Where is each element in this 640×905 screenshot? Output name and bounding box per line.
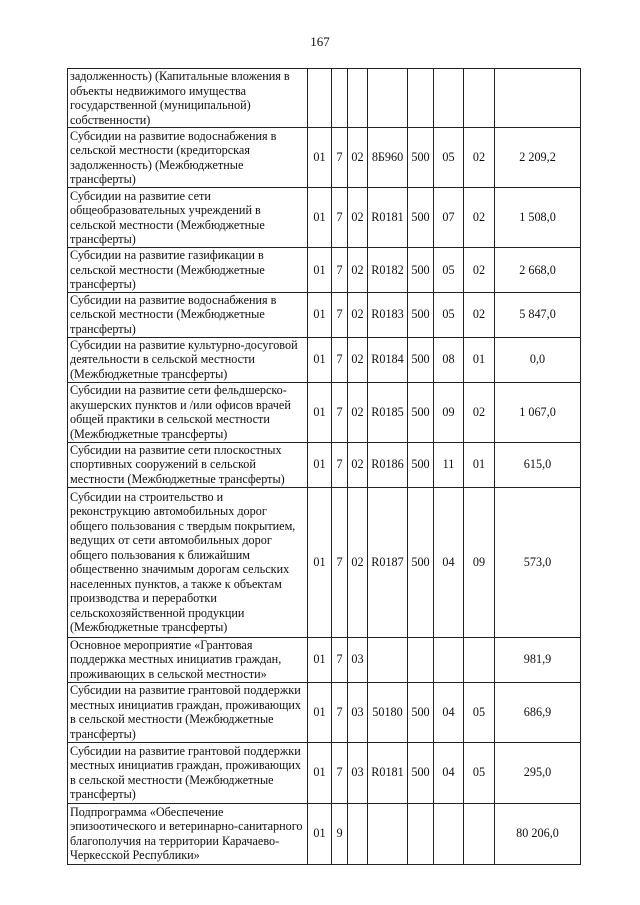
cell-section: 11: [434, 442, 464, 487]
cell-amount: 686,9: [495, 682, 581, 742]
row-name: Субсидии на развитие сети фельдшерско-акушерских пунктов и /или офисов врачей общей практики в сельской местности (Межбюджетные трансферты): [68, 382, 308, 442]
row-name: Подпрограмма «Обеспечение эпизоотического и ветеринарно-санитарного благополучия на территории Карачаево-Черкесской Республики»: [68, 803, 308, 864]
cell-amount: [495, 69, 581, 128]
cell-program: 01: [308, 487, 332, 637]
cell-section: [434, 69, 464, 128]
cell-program: 01: [308, 128, 332, 188]
cell-subprogram: 7: [332, 382, 348, 442]
cell-subprogram: 7: [332, 682, 348, 742]
cell-subsection: 02: [464, 248, 495, 293]
cell-subsection: 05: [464, 682, 495, 742]
cell-amount: 1 067,0: [495, 382, 581, 442]
cell-expense-type: 500: [408, 248, 434, 293]
cell-section: [434, 803, 464, 864]
cell-direction: R0187: [368, 487, 408, 637]
cell-event: 02: [348, 337, 368, 382]
table-row: [68, 248, 581, 293]
table-row: [68, 637, 581, 682]
row-name: Субсидии на развитие грантовой поддержки местных инициатив граждан, проживающих в сельской местности (Межбюджетные трансферты): [68, 742, 308, 803]
cell-subprogram: 7: [332, 442, 348, 487]
cell-direction: R0183: [368, 292, 408, 337]
cell-subprogram: 7: [332, 487, 348, 637]
cell-section: 07: [434, 188, 464, 248]
cell-subprogram: [332, 69, 348, 128]
table-row: [68, 442, 581, 487]
cell-subprogram: 7: [332, 637, 348, 682]
cell-amount: 2 668,0: [495, 248, 581, 293]
cell-amount: 2 209,2: [495, 128, 581, 188]
cell-subprogram: 9: [332, 803, 348, 864]
cell-section: 08: [434, 337, 464, 382]
cell-section: 05: [434, 248, 464, 293]
cell-subprogram: 7: [332, 248, 348, 293]
cell-expense-type: 500: [408, 382, 434, 442]
cell-expense-type: 500: [408, 487, 434, 637]
table-row: [68, 292, 581, 337]
cell-program: 01: [308, 337, 332, 382]
cell-program: 01: [308, 742, 332, 803]
cell-expense-type: [408, 803, 434, 864]
cell-event: [348, 803, 368, 864]
cell-event: 02: [348, 128, 368, 188]
row-name: Субсидии на развитие культурно-досуговой деятельности в сельской местности (Межбюджетные трансферты): [68, 337, 308, 382]
cell-amount: 615,0: [495, 442, 581, 487]
cell-event: 02: [348, 487, 368, 637]
cell-event: 02: [348, 188, 368, 248]
cell-section: 04: [434, 742, 464, 803]
cell-subprogram: 7: [332, 188, 348, 248]
cell-event: 02: [348, 248, 368, 293]
table-row: [68, 487, 581, 637]
cell-event: [348, 69, 368, 128]
cell-expense-type: 500: [408, 682, 434, 742]
cell-subsection: 09: [464, 487, 495, 637]
cell-program: 01: [308, 188, 332, 248]
cell-event: 02: [348, 442, 368, 487]
cell-subsection: 05: [464, 742, 495, 803]
cell-program: 01: [308, 803, 332, 864]
cell-subprogram: 7: [332, 337, 348, 382]
cell-expense-type: [408, 69, 434, 128]
cell-direction: 50180: [368, 682, 408, 742]
row-name: Субсидии на развитие сети общеобразовательных учреждений в сельской местности (Межбюджетные трансферты): [68, 188, 308, 248]
cell-subprogram: 7: [332, 128, 348, 188]
cell-program: 01: [308, 637, 332, 682]
cell-subsection: 01: [464, 337, 495, 382]
cell-direction: R0181: [368, 188, 408, 248]
cell-subsection: [464, 803, 495, 864]
cell-direction: [368, 69, 408, 128]
cell-section: 04: [434, 487, 464, 637]
cell-direction: [368, 637, 408, 682]
cell-section: [434, 637, 464, 682]
row-name: Субсидии на развитие грантовой поддержки местных инициатив граждан, проживающих в сельской местности (Межбюджетные трансферты): [68, 682, 308, 742]
cell-expense-type: 500: [408, 442, 434, 487]
cell-amount: 1 508,0: [495, 188, 581, 248]
cell-expense-type: 500: [408, 337, 434, 382]
cell-amount: 981,9: [495, 637, 581, 682]
cell-subsection: [464, 637, 495, 682]
cell-program: 01: [308, 382, 332, 442]
cell-expense-type: [408, 637, 434, 682]
cell-subsection: 02: [464, 292, 495, 337]
cell-direction: R0184: [368, 337, 408, 382]
table-row: [68, 742, 581, 803]
cell-subsection: 02: [464, 128, 495, 188]
page-number: 167: [310, 34, 330, 49]
cell-program: 01: [308, 442, 332, 487]
cell-subsection: [464, 69, 495, 128]
cell-direction: 8Б960: [368, 128, 408, 188]
table-row: [68, 337, 581, 382]
cell-amount: 0,0: [495, 337, 581, 382]
cell-expense-type: 500: [408, 292, 434, 337]
row-name: Субсидии на строительство и реконструкцию автомобильных дорог общего пользования с твердым покрытием, ведущих от сети автомобильных дорог общего пользования к ближайшим общественно значимым дорогам сельских населенных пунктов, а также к объектам производства и переработки сельскохозяйственной продукции (Межбюджетные трансферты): [68, 487, 308, 637]
table-row: [68, 188, 581, 248]
cell-subprogram: 7: [332, 742, 348, 803]
cell-amount: 80 206,0: [495, 803, 581, 864]
cell-event: 03: [348, 682, 368, 742]
cell-direction: [368, 803, 408, 864]
row-name: Субсидии на развитие водоснабжения в сельской местности (кредиторская задолженность) (Межбюджетные трансферты): [68, 128, 308, 188]
cell-expense-type: 500: [408, 742, 434, 803]
cell-amount: 5 847,0: [495, 292, 581, 337]
cell-subsection: 02: [464, 382, 495, 442]
budget-table: [67, 68, 581, 865]
cell-amount: 573,0: [495, 487, 581, 637]
cell-subsection: 02: [464, 188, 495, 248]
table-row: [68, 69, 581, 128]
cell-expense-type: 500: [408, 188, 434, 248]
cell-program: 01: [308, 292, 332, 337]
cell-event: 03: [348, 742, 368, 803]
table-row: [68, 803, 581, 864]
table-row: [68, 128, 581, 188]
cell-expense-type: 500: [408, 128, 434, 188]
table-row: [68, 382, 581, 442]
row-name: Субсидии на развитие водоснабжения в сельской местности (Межбюджетные трансферты): [68, 292, 308, 337]
row-name: задолженность) (Капитальные вложения в объекты недвижимого имущества государственной (муниципальной) собственности): [68, 69, 308, 128]
cell-direction: R0181: [368, 742, 408, 803]
cell-event: 02: [348, 292, 368, 337]
cell-section: 04: [434, 682, 464, 742]
cell-section: 09: [434, 382, 464, 442]
cell-subsection: 01: [464, 442, 495, 487]
row-name: Субсидии на развитие сети плоскостных спортивных сооружений в сельской местности (Межбюджетные трансферты): [68, 442, 308, 487]
cell-amount: 295,0: [495, 742, 581, 803]
table-row: [68, 682, 581, 742]
cell-event: 02: [348, 382, 368, 442]
cell-program: 01: [308, 682, 332, 742]
cell-subprogram: 7: [332, 292, 348, 337]
cell-program: [308, 69, 332, 128]
cell-program: 01: [308, 248, 332, 293]
row-name: Основное мероприятие «Грантовая поддержка местных инициатив граждан, проживающих в сельской местности»: [68, 637, 308, 682]
cell-direction: R0182: [368, 248, 408, 293]
cell-section: 05: [434, 292, 464, 337]
row-name: Субсидии на развитие газификации в сельской местности (Межбюджетные трансферты): [68, 248, 308, 293]
cell-direction: R0186: [368, 442, 408, 487]
cell-event: 03: [348, 637, 368, 682]
cell-direction: R0185: [368, 382, 408, 442]
cell-section: 05: [434, 128, 464, 188]
